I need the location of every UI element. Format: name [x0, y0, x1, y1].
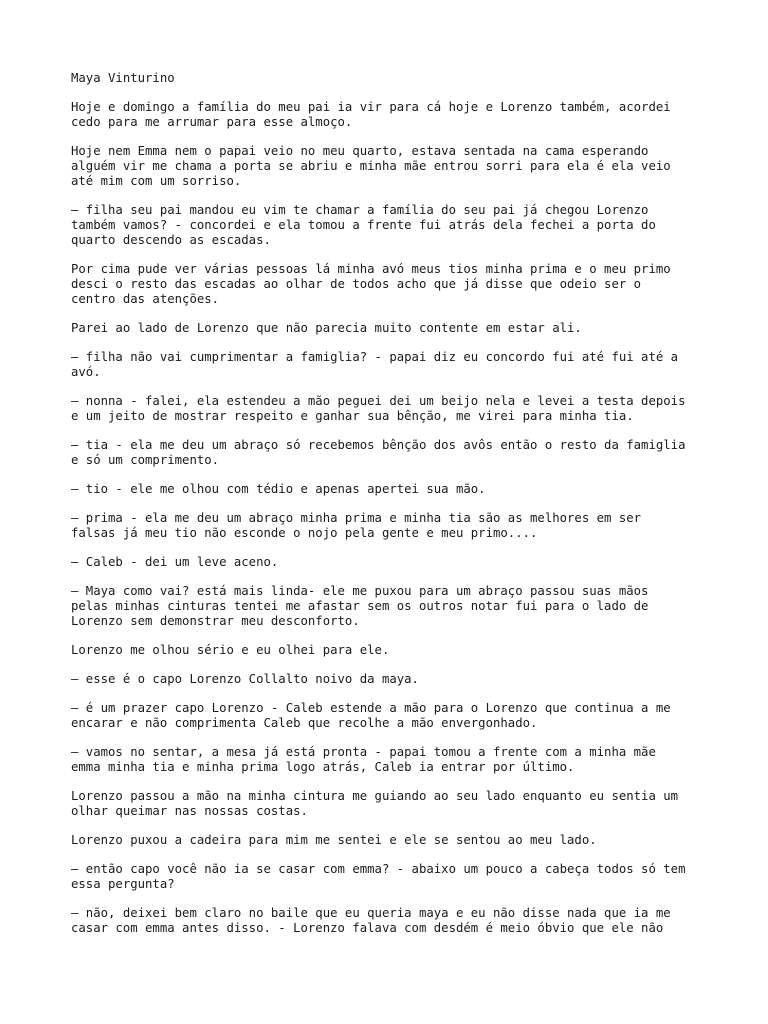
- paragraph-18: Lorenzo puxou a cadeira para mim me sentei e ele se sentou ao meu lado.: [71, 833, 597, 847]
- paragraph-7: — nonna - falei, ela estendeu a mão peguei dei um beijo nela e levei a testa depois e um jeito de mostrar respeito e ganhar sua bênção, me virei para minha tia.: [71, 394, 686, 423]
- paragraph-16: — vamos no sentar, a mesa já está pronta - papai tomou a frente com a minha mãe emma minha tia e minha prima logo atrás, Caleb ia entrar por último.: [71, 745, 656, 774]
- paragraph-13: Lorenzo me olhou sério e eu olhei para ele.: [71, 643, 390, 657]
- paragraph-12: — Maya como vai? está mais linda- ele me puxou para um abraço passou suas mãos pelas minhas cinturas tentei me afastar sem os outros notar fui para o lado de Lorenzo sem demonstrar meu desconforto.: [71, 584, 649, 628]
- paragraph-9: — tio - ele me olhou com tédio e apenas apertei sua mão.: [71, 482, 486, 496]
- paragraph-15: — é um prazer capo Lorenzo - Caleb estende a mão para o Lorenzo que continua a me encarar e não comprimenta Caleb que recolhe a mão envergonhado.: [71, 701, 671, 730]
- paragraph-3: — filha seu pai mandou eu vim te chamar a família do seu pai já chegou Lorenzo também vamos? - concordei e ela tomou a frente fui atrás dela fechei a porta do quarto descendo as escadas.: [71, 203, 656, 247]
- paragraph-5: Parei ao lado de Lorenzo que não parecia muito contente em estar ali.: [71, 321, 582, 335]
- paragraph-2: Hoje nem Emma nem o papai veio no meu quarto, estava sentada na cama esperando alguém vir me chama a porta se abriu e minha mãe entrou sorri para ela é ela veio até mim com um sorriso.: [71, 144, 671, 188]
- paragraph-17: Lorenzo passou a mão na minha cintura me guiando ao seu lado enquanto eu sentia um olhar queimar nas nossas costas.: [71, 789, 679, 818]
- paragraph-20: — não, deixei bem claro no baile que eu queria maya e eu não disse nada que ia me casar com emma antes disso. - Lorenzo falava com desdém é meio óbvio que ele não: [71, 906, 671, 935]
- paragraph-8: — tia - ela me deu um abraço só recebemos bênção dos avôs então o resto da famiglia e só um comprimento.: [71, 438, 686, 467]
- paragraph-4: Por cima pude ver várias pessoas lá minha avó meus tios minha prima e o meu primo desci o resto das escadas ao olhar de todos acho que já disse que odeio ser o centro das atenções.: [71, 262, 671, 306]
- paragraph-6: — filha não vai cumprimentar a famiglia? - papai diz eu concordo fui até fui até a avó.: [71, 350, 679, 379]
- paragraph-10: — prima - ela me deu um abraço minha prima e minha tia são as melhores em ser falsas já meu tio não esconde o nojo pela gente e meu primo....: [71, 511, 642, 540]
- paragraph-19: — então capo você não ia se casar com emma? - abaixo um pouco a cabeça todos só tem essa pergunta?: [71, 862, 686, 891]
- paragraph-14: — esse é o capo Lorenzo Collalto noivo da maya.: [71, 672, 419, 686]
- paragraph-11: — Caleb - dei um leve aceno.: [71, 555, 279, 569]
- paragraph-1: Hoje e domingo a família do meu pai ia vir para cá hoje e Lorenzo também, acordei cedo para me arrumar para esse almoço.: [71, 100, 671, 129]
- author-name: Maya Vinturino: [71, 71, 175, 85]
